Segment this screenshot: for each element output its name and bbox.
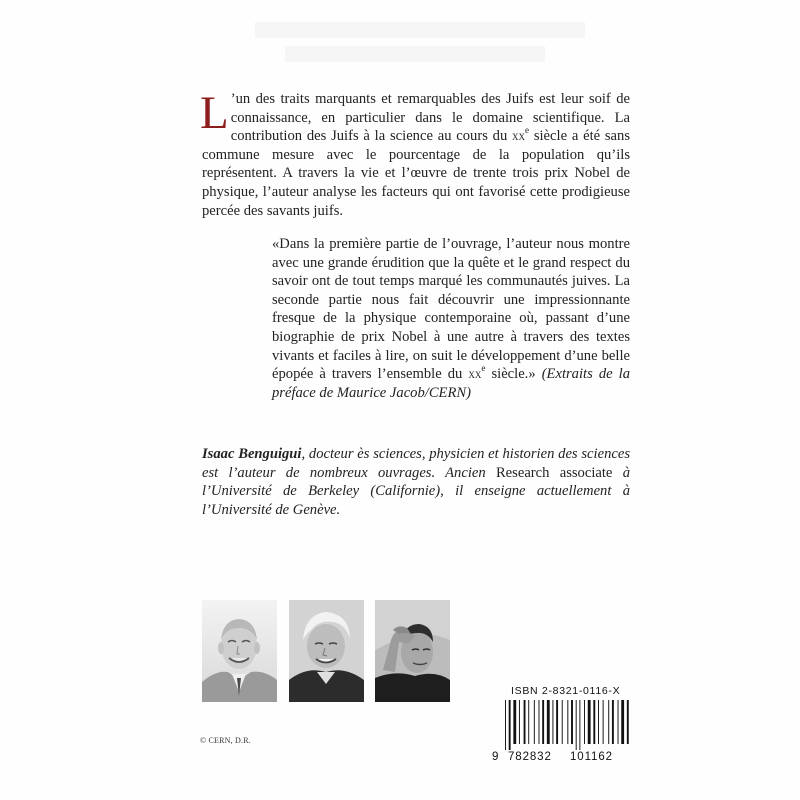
- intro-century-sup: e: [525, 125, 530, 136]
- quote-text-2: siècle.»: [485, 366, 542, 383]
- portrait-photo-1: [202, 600, 277, 702]
- intro-paragraph: [200, 87, 631, 220]
- intro-text-2: siècle a été sans commune mesure avec le pourcentage de la population qu’ils représentent. A travers la vie et l’œuvre de trente trois prix Nobel de physique, l’auteur analyse les facteurs qui ont favorisé cette prodigieuse percée des savants juifs.: [202, 128, 631, 219]
- bio-upright-text: Research associate: [495, 464, 613, 481]
- isbn-label: ISBN 2-8321-0116-X: [511, 685, 621, 697]
- intro-text-1: ’un des traits marquants et remarquables des Juifs est leur soif de connaissance, en particulier dans le domaine scientifique. La contribution des Juifs à la science au cours du: [230, 91, 630, 145]
- portrait-photo-3: [375, 600, 450, 702]
- barcode-digits-left: 782832: [508, 751, 552, 763]
- bio-text-1: , docteur ès sciences, physicien et historien des sciences est l’auteur de nombreux ouvrages. Ancien: [202, 446, 631, 481]
- bio-text-2: à l’Université de Berkeley (Californie), il enseigne actuellement à l’Université de Genève.: [202, 464, 630, 518]
- preface-quote: [272, 235, 630, 402]
- show-through-title: [255, 22, 585, 74]
- quote-source: (Extraits de la préface de Maurice Jacob/CERN): [272, 366, 630, 401]
- barcode-digits-right: 101162: [570, 751, 613, 763]
- author-bio: [202, 445, 630, 519]
- drop-cap: L: [200, 87, 229, 139]
- photo-credit: © CERN, D.R.: [200, 736, 251, 745]
- isbn-barcode: [503, 700, 629, 750]
- barcode-digits: [492, 751, 632, 765]
- quote-century-sup: e: [481, 363, 486, 374]
- quote-century: xx: [468, 366, 482, 382]
- barcode-digit-first: 9: [492, 751, 500, 763]
- intro-century: xx: [512, 128, 526, 144]
- portrait-photo-2: [289, 600, 364, 702]
- author-name: Isaac Benguigui: [202, 446, 302, 462]
- quote-text-1: «Dans la première partie de l’ouvrage, l’auteur nous montre avec une grande érudition que la quête et le grand respect du savoir ont de tout temps marqué les communautés juives. La seconde partie nous fait découvrir une impressionnante fresque de la physique contemporaine où, passant d’une biographie de prix Nobel à une autre à travers des textes vivants et faciles à lire, on suit le développement d’une belle épopée à travers l’ensemble du: [272, 236, 630, 383]
